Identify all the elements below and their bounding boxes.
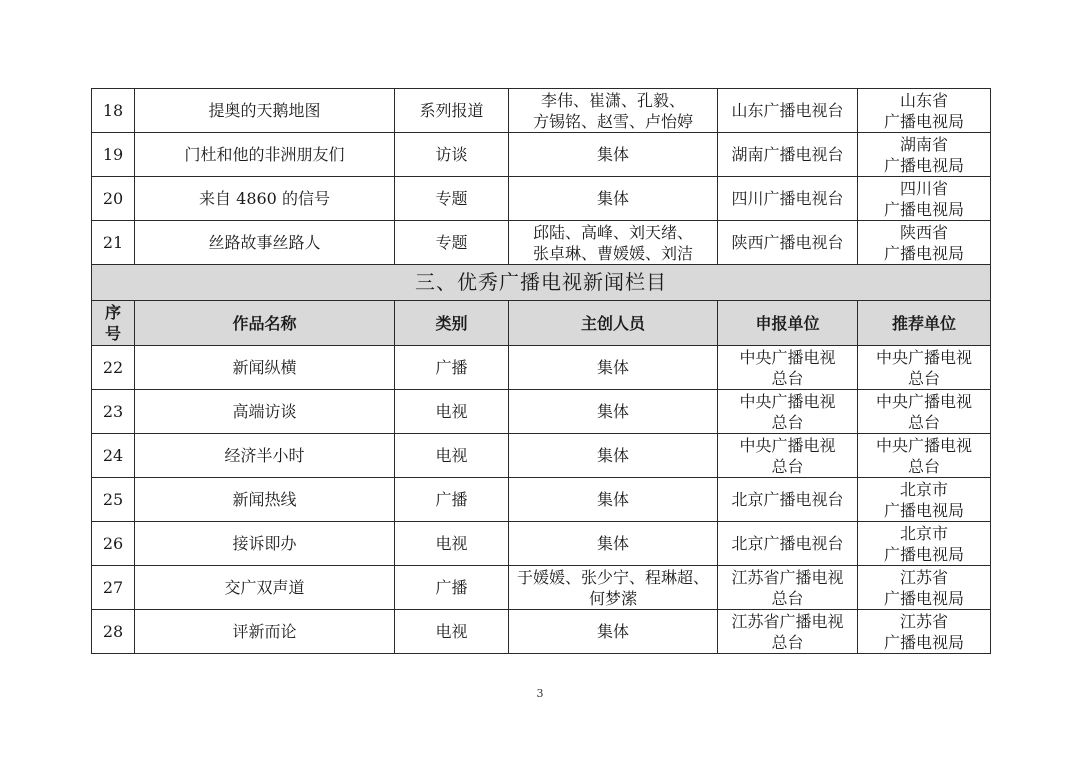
table-row [92, 221, 991, 265]
cell-creators-text: 邱陆、高峰、刘天绪、 张卓琳、曹媛媛、刘洁 [532, 222, 693, 263]
cell-category [395, 221, 509, 265]
cell-creators [509, 566, 718, 610]
cell-no-text: 27 [102, 578, 124, 597]
cell-title-text: 接诉即办 [232, 534, 297, 553]
cell-creators-text: 集体 [596, 534, 629, 553]
cell-title-text: 门杜和他的非洲朋友们 [184, 145, 345, 164]
header-no: 序 号 [92, 301, 135, 346]
cell-recommender [858, 133, 991, 177]
cell-title [135, 346, 395, 390]
table-body-bottom [92, 346, 991, 654]
cell-no-text: 28 [102, 622, 124, 641]
cell-title-text: 丝路故事丝路人 [208, 233, 321, 252]
cell-category [395, 177, 509, 221]
cell-title-text: 高端访谈 [232, 402, 297, 421]
cell-creators-text: 集体 [596, 402, 629, 421]
cell-applicant [718, 478, 858, 522]
cell-no [92, 133, 135, 177]
cell-category-text: 电视 [435, 402, 468, 421]
cell-creators-text: 集体 [596, 446, 629, 465]
cell-category [395, 390, 509, 434]
cell-title-text: 交广双声道 [224, 578, 305, 597]
cell-creators [509, 177, 718, 221]
table-header-row [92, 301, 991, 346]
cell-recommender-text: 北京市 广播电视局 [883, 479, 964, 520]
cell-no-text: 25 [102, 490, 124, 509]
awards-table [91, 88, 991, 654]
cell-category-text: 广播 [435, 358, 468, 377]
cell-applicant-text: 中央广播电视 总台 [739, 391, 836, 432]
cell-recommender [858, 221, 991, 265]
cell-category [395, 89, 509, 133]
table-row [92, 177, 991, 221]
cell-no [92, 478, 135, 522]
cell-title [135, 610, 395, 654]
cell-title-text: 提奥的天鹅地图 [208, 101, 321, 120]
cell-no [92, 177, 135, 221]
cell-title [135, 566, 395, 610]
header-recommender: 推荐单位 [858, 301, 991, 346]
table-row [92, 133, 991, 177]
cell-recommender-text: 湖南省 广播电视局 [883, 134, 964, 175]
cell-no [92, 390, 135, 434]
cell-category [395, 566, 509, 610]
cell-category-text: 专题 [435, 233, 468, 252]
header-category: 类别 [395, 301, 509, 346]
cell-no-text: 19 [102, 145, 124, 164]
cell-recommender-text: 北京市 广播电视局 [883, 523, 964, 564]
table-row [92, 346, 991, 390]
cell-category-text: 电视 [435, 622, 468, 641]
cell-creators-text: 于媛媛、张少宁、程琳超、 何梦潆 [516, 567, 709, 608]
cell-title [135, 177, 395, 221]
cell-applicant-text: 山东广播电视台 [731, 101, 844, 120]
cell-no-text: 18 [102, 101, 124, 120]
cell-title [135, 434, 395, 478]
cell-creators-text: 李伟、崔潇、孔毅、 方锡铭、赵雪、卢怡婷 [532, 90, 693, 131]
cell-recommender [858, 522, 991, 566]
cell-no [92, 566, 135, 610]
cell-no-text: 23 [102, 402, 124, 421]
cell-applicant [718, 221, 858, 265]
cell-creators-text: 集体 [596, 358, 629, 377]
cell-applicant-text: 北京广播电视台 [731, 490, 844, 509]
cell-recommender [858, 566, 991, 610]
cell-title-text: 评新而论 [232, 622, 297, 641]
cell-creators [509, 522, 718, 566]
cell-title [135, 89, 395, 133]
cell-applicant [718, 566, 858, 610]
cell-title [135, 133, 395, 177]
cell-recommender-text: 江苏省 广播电视局 [883, 611, 964, 652]
table-row [92, 566, 991, 610]
cell-recommender-text: 中央广播电视 总台 [875, 391, 972, 432]
table-row [92, 390, 991, 434]
cell-title [135, 522, 395, 566]
cell-creators-text: 集体 [596, 490, 629, 509]
cell-category [395, 610, 509, 654]
cell-creators [509, 133, 718, 177]
cell-applicant [718, 522, 858, 566]
cell-recommender-text: 山东省 广播电视局 [883, 90, 964, 131]
section-title: 三、优秀广播电视新闻栏目 [92, 265, 991, 301]
cell-creators-text: 集体 [596, 145, 629, 164]
page-number: 3 [536, 687, 544, 700]
table-row [92, 478, 991, 522]
cell-recommender [858, 434, 991, 478]
cell-recommender-text: 中央广播电视 总台 [875, 435, 972, 476]
cell-recommender-text: 江苏省 广播电视局 [883, 567, 964, 608]
cell-applicant-text: 四川广播电视台 [731, 189, 844, 208]
table-row [92, 522, 991, 566]
cell-no-text: 22 [102, 358, 124, 377]
cell-creators-text: 集体 [596, 189, 629, 208]
cell-title-text: 来自 4860 的信号 [199, 189, 330, 208]
cell-applicant-text: 江苏省广播电视 总台 [731, 611, 844, 652]
cell-applicant [718, 390, 858, 434]
cell-creators [509, 390, 718, 434]
cell-no [92, 221, 135, 265]
cell-applicant-text: 陕西广播电视台 [731, 233, 844, 252]
cell-recommender [858, 346, 991, 390]
cell-category-text: 访谈 [435, 145, 468, 164]
cell-recommender-text: 中央广播电视 总台 [875, 347, 972, 388]
cell-category-text: 专题 [435, 189, 468, 208]
cell-no [92, 434, 135, 478]
cell-no [92, 89, 135, 133]
cell-recommender [858, 89, 991, 133]
cell-applicant [718, 610, 858, 654]
cell-recommender [858, 177, 991, 221]
cell-no [92, 610, 135, 654]
cell-no [92, 346, 135, 390]
cell-applicant-text: 北京广播电视台 [731, 534, 844, 553]
cell-creators [509, 478, 718, 522]
cell-recommender-text: 陕西省 广播电视局 [883, 222, 964, 263]
cell-recommender [858, 478, 991, 522]
cell-category-text: 电视 [435, 534, 468, 553]
cell-category [395, 434, 509, 478]
cell-applicant [718, 89, 858, 133]
cell-recommender [858, 610, 991, 654]
cell-applicant-text: 中央广播电视 总台 [739, 347, 836, 388]
header-applicant: 申报单位 [718, 301, 858, 346]
cell-category [395, 133, 509, 177]
header-creators: 主创人员 [509, 301, 718, 346]
cell-applicant-text: 江苏省广播电视 总台 [731, 567, 844, 608]
cell-no-text: 26 [102, 534, 124, 553]
cell-title [135, 221, 395, 265]
cell-creators [509, 346, 718, 390]
cell-creators [509, 434, 718, 478]
cell-recommender-text: 四川省 广播电视局 [883, 178, 964, 219]
cell-no [92, 522, 135, 566]
cell-category [395, 478, 509, 522]
cell-applicant-text: 中央广播电视 总台 [739, 435, 836, 476]
table-row [92, 610, 991, 654]
cell-applicant [718, 177, 858, 221]
cell-no-text: 24 [102, 446, 124, 465]
cell-title-text: 经济半小时 [224, 446, 305, 465]
cell-creators [509, 89, 718, 133]
cell-recommender [858, 390, 991, 434]
cell-category [395, 346, 509, 390]
section-heading-row [92, 265, 991, 301]
cell-applicant [718, 346, 858, 390]
table-body-top [92, 89, 991, 265]
cell-no-text: 21 [102, 233, 124, 252]
cell-category-text: 广播 [435, 490, 468, 509]
cell-no-text: 20 [102, 189, 124, 208]
cell-title [135, 390, 395, 434]
cell-title-text: 新闻纵横 [232, 358, 297, 377]
cell-applicant [718, 434, 858, 478]
cell-category-text: 电视 [435, 446, 468, 465]
table-row [92, 434, 991, 478]
cell-category [395, 522, 509, 566]
section-block [92, 265, 991, 346]
header-title: 作品名称 [135, 301, 395, 346]
cell-creators-text: 集体 [596, 622, 629, 641]
cell-applicant [718, 133, 858, 177]
cell-applicant-text: 湖南广播电视台 [731, 145, 844, 164]
cell-category-text: 系列报道 [419, 101, 484, 120]
cell-title [135, 478, 395, 522]
table-row [92, 89, 991, 133]
cell-creators [509, 221, 718, 265]
cell-creators [509, 610, 718, 654]
cell-category-text: 广播 [435, 578, 468, 597]
cell-title-text: 新闻热线 [232, 490, 297, 509]
